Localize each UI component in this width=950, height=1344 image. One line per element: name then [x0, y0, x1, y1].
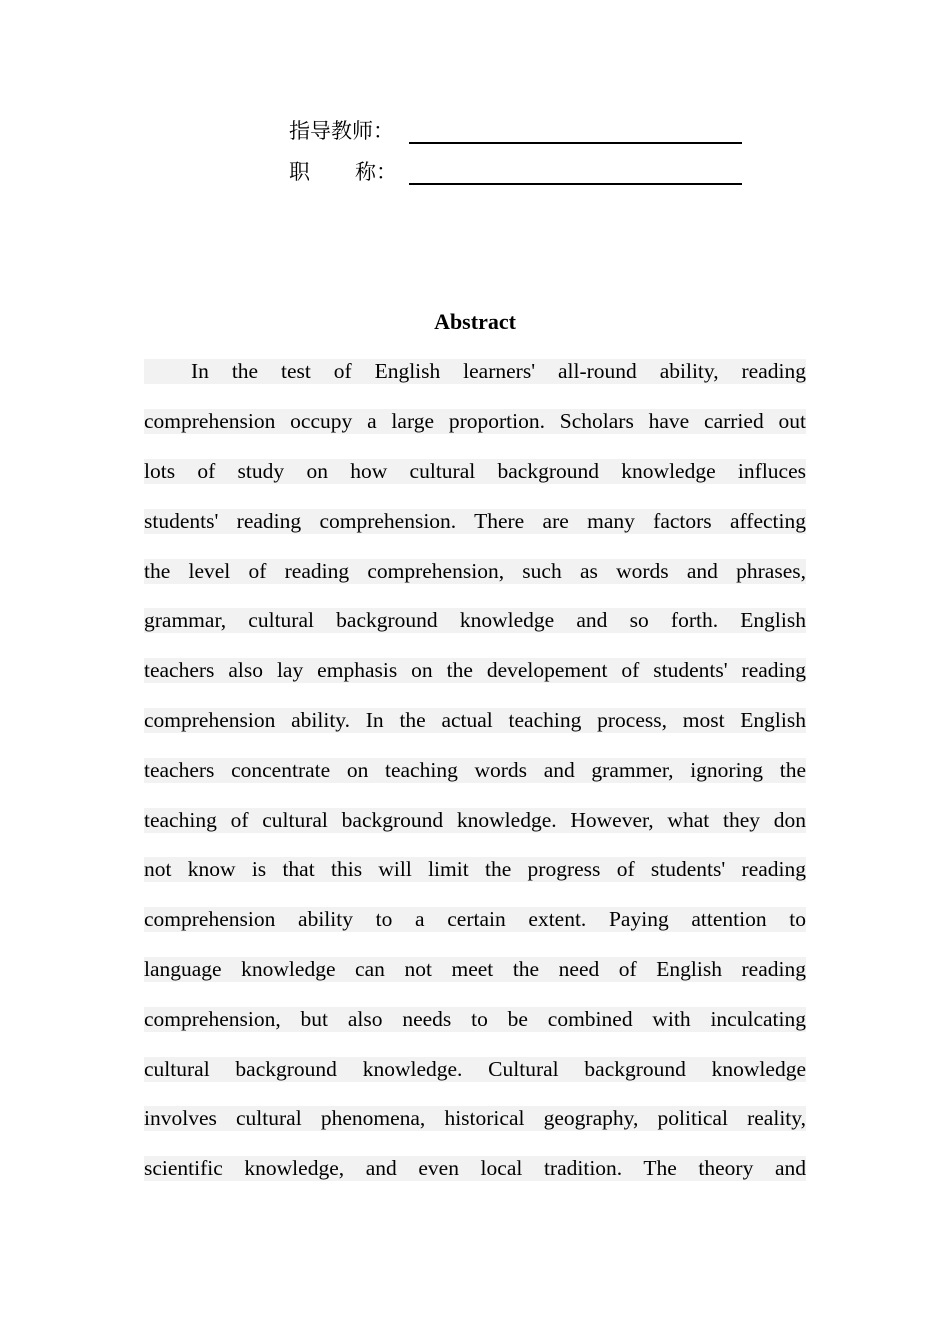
abstract-line — [144, 696, 806, 746]
abstract-line-text: In the test of English learners' all-round ability, reading — [144, 359, 806, 384]
abstract-body — [144, 347, 806, 1192]
title-label — [289, 157, 397, 187]
abstract-line — [144, 1044, 806, 1094]
abstract-line — [144, 546, 806, 596]
abstract-line-text: language knowledge can not meet the need of English reading — [144, 956, 806, 981]
abstract-line — [144, 496, 806, 546]
abstract-heading: Abstract — [434, 309, 516, 334]
title-label-right: 称： — [355, 160, 397, 184]
abstract-line — [144, 596, 806, 646]
abstract-line-text: involves cultural phenomena, historical geography, political reality, — [144, 1106, 806, 1131]
advisor-blank-line — [409, 142, 742, 144]
advisor-label: 指导教师： — [289, 119, 394, 143]
title-blank-line — [409, 183, 742, 185]
abstract-line — [144, 795, 806, 845]
abstract-line — [144, 945, 806, 995]
abstract-line-text: comprehension ability. In the actual teaching process, most English — [144, 707, 806, 732]
abstract-line-text: teachers also lay emphasis on the developement of students' reading — [144, 658, 806, 683]
abstract-line — [144, 447, 806, 497]
abstract-line — [144, 1144, 806, 1192]
abstract-line — [144, 895, 806, 945]
abstract-line-text: scientific knowledge, and even local tradition. The theory and — [144, 1156, 806, 1181]
abstract-line — [144, 347, 806, 397]
abstract-line-text: lots of study on how cultural background knowledge influces — [144, 458, 806, 483]
abstract-line-text: students' reading comprehension. There are many factors affecting — [144, 508, 806, 533]
abstract-line-text: comprehension, but also needs to be combined with inculcating — [144, 1006, 806, 1031]
abstract-line — [144, 845, 806, 895]
abstract-line-text: the level of reading comprehension, such as words and phrases, — [144, 558, 806, 583]
abstract-line-text: teaching of cultural background knowledge. However, what they don — [144, 807, 806, 832]
abstract-line — [144, 1094, 806, 1144]
abstract-line — [144, 646, 806, 696]
abstract-line-text: comprehension occupy a large proportion. Scholars have carried out — [144, 409, 806, 434]
abstract-line-text: comprehension ability to a certain extent. Paying attention to — [144, 907, 806, 932]
abstract-line-text: cultural background knowledge. Cultural background knowledge — [144, 1056, 806, 1081]
title-label-left: 职 — [289, 160, 310, 184]
abstract-line-text: not know is that this will limit the progress of students' reading — [144, 857, 806, 882]
abstract-line — [144, 745, 806, 795]
abstract-line-text: teachers concentrate on teaching words and grammer, ignoring the — [144, 757, 806, 782]
abstract-line — [144, 994, 806, 1044]
abstract-line — [144, 397, 806, 447]
abstract-line-text: grammar, cultural background knowledge and so forth. English — [144, 608, 806, 633]
